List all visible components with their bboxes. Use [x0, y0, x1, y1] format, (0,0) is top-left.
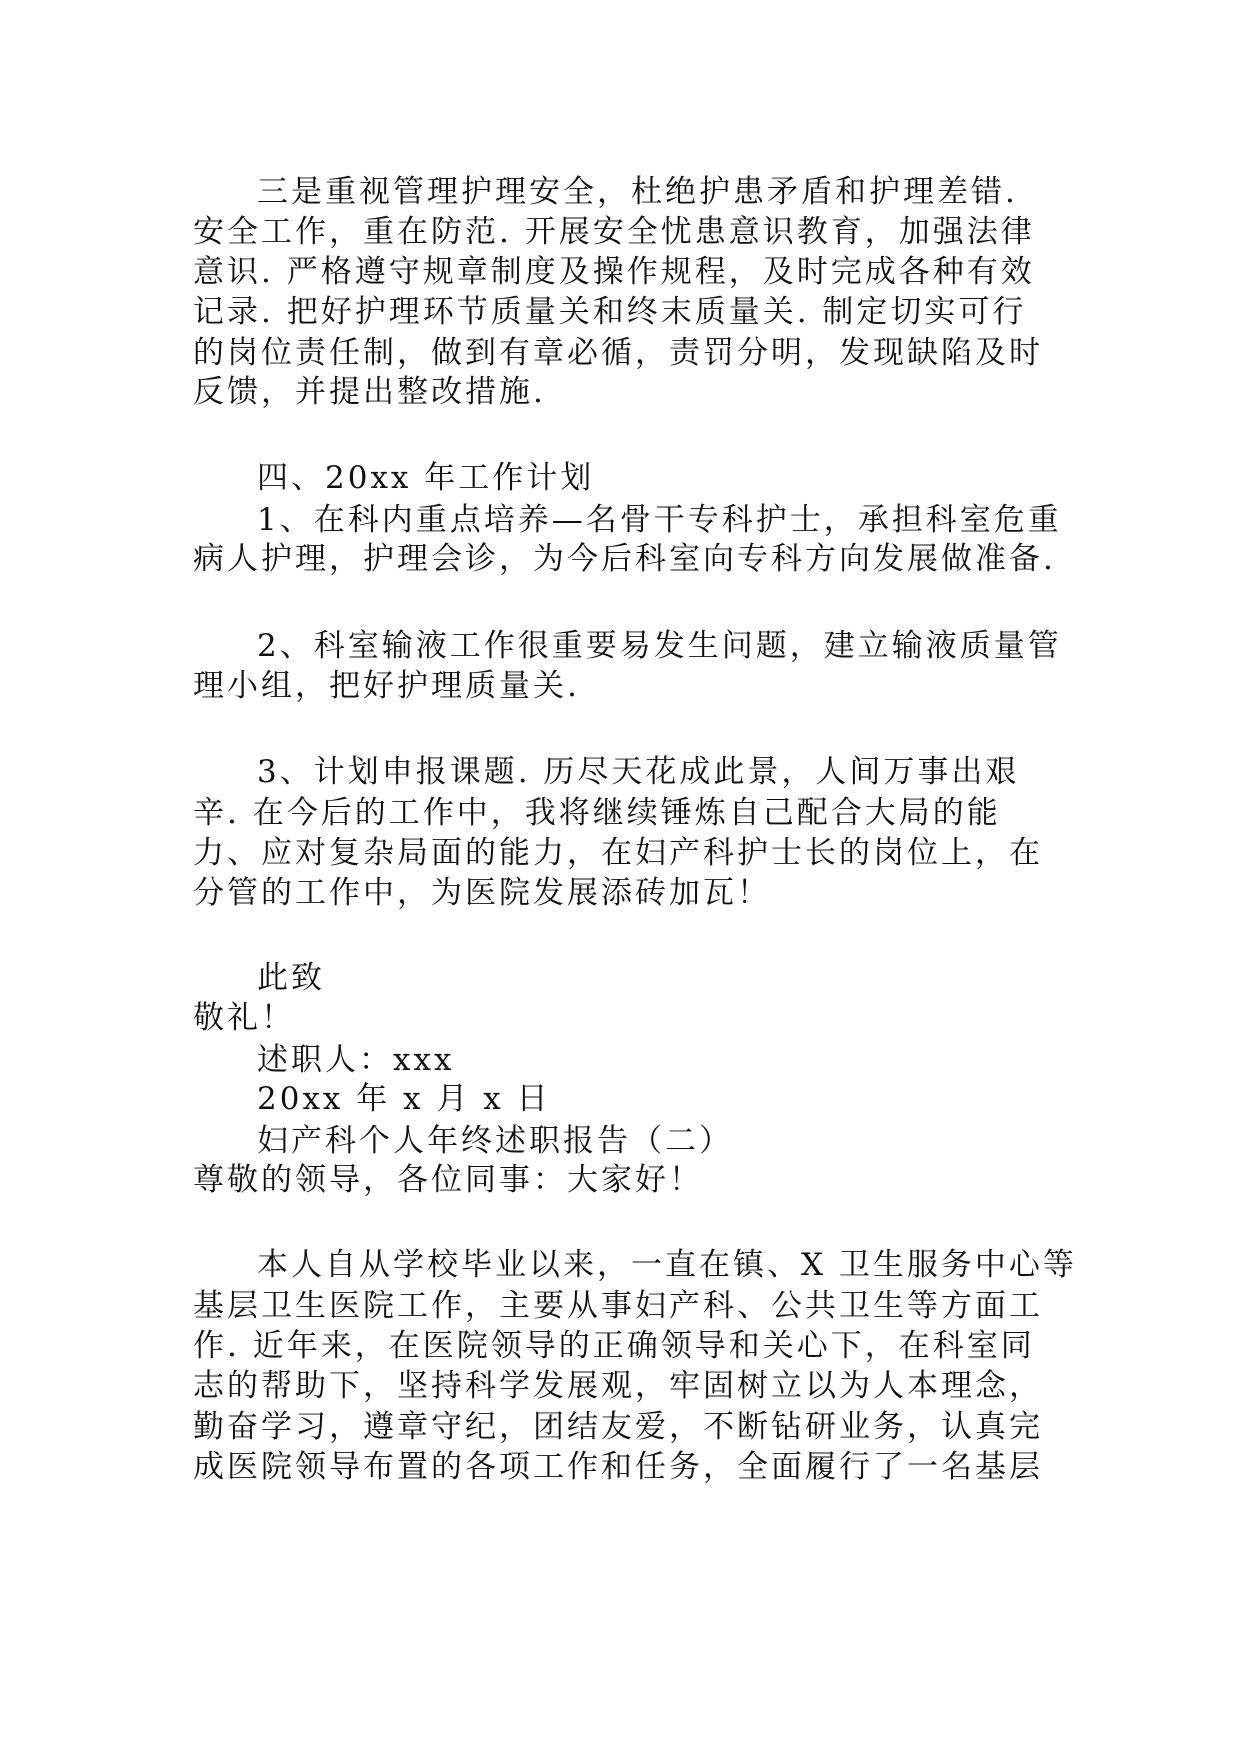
- paragraph-line: 安全工作，重在防范. 开展安全忧患意识教育，加强法律: [193, 214, 1035, 250]
- paragraph-line: 力、应对复杂局面的能力，在妇产科护士长的岗位上，在: [193, 835, 1043, 871]
- section-heading: 四、20xx 年工作计划: [257, 460, 595, 496]
- paragraph-line: 本人自从学校毕业以来，一直在镇、X 卫生服务中心等: [257, 1247, 1077, 1283]
- closing-salutation: 此致: [257, 960, 325, 996]
- signature-date: 20xx 年 x 月 x 日: [257, 1081, 551, 1117]
- paragraph-line: 成医院领导布置的各项工作和任务，全面履行了一名基层: [193, 1449, 1043, 1485]
- paragraph-line: 意识. 严格遵守规章制度及操作规程，及时完成各种有效: [193, 254, 1035, 290]
- paragraph-line: 病人护理，护理会诊，为今后科室向专科方向发展做准备.: [193, 541, 1056, 577]
- greeting: 尊敬的领导，各位同事：大家好！: [193, 1162, 703, 1198]
- paragraph-line: 的岗位责任制，做到有章必循，责罚分明，发现缺陷及时: [193, 335, 1043, 371]
- report-title: 妇产科个人年终述职报告（二）: [257, 1123, 733, 1159]
- paragraph-line: 2、科室输液工作很重要易发生问题，建立输液质量管: [257, 628, 1062, 664]
- paragraph-line: 反馈，并提出整改措施.: [193, 374, 546, 410]
- paragraph-line: 勤奋学习，遵章守纪，团结友爱，不断钻研业务，认真完: [193, 1409, 1043, 1445]
- closing-salutation: 敬礼！: [193, 1000, 295, 1036]
- paragraph-line: 三是重视管理护理安全，杜绝护患矛盾和护理差错.: [257, 174, 1018, 210]
- paragraph-line: 3、计划申报课题. 历尽天花成此景，人间万事出艰: [257, 754, 1020, 790]
- paragraph-line: 作. 近年来，在医院领导的正确领导和关心下，在科室同: [193, 1328, 1035, 1364]
- paragraph-line: 基层卫生医院工作，主要从事妇产科、公共卫生等方面工: [193, 1288, 1043, 1324]
- paragraph-line: 辛. 在今后的工作中，我将继续锤炼自己配合大局的能: [193, 795, 1001, 831]
- paragraph-line: 理小组，把好护理质量关.: [193, 668, 580, 704]
- paragraph-line: 志的帮助下，坚持科学发展观，牢固树立以为人本理念，: [193, 1368, 1043, 1404]
- signature-name: 述职人：xxx: [257, 1042, 455, 1078]
- paragraph-line: 分管的工作中，为医院发展添砖加瓦！: [193, 875, 771, 911]
- paragraph-line: 记录. 把好护理环节质量关和终末质量关. 制定切实可行: [193, 294, 1027, 330]
- paragraph-line: 1、在科内重点培养—名骨干专科护士，承担科室危重: [257, 502, 1062, 538]
